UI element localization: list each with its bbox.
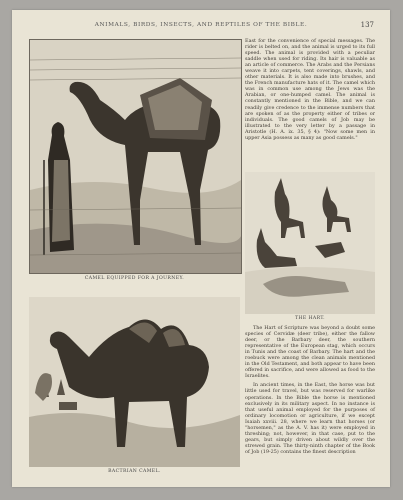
- bactrian-camel-caption: BACTRIAN CAMEL.: [108, 469, 161, 474]
- paragraph-camel: East for the convenience of special messages. The rider is belted on, and the animal is urged to its full speed. The animal is provided with a peculiar saddle when used for riding. Its hair is valuable as an article of commerce. The Arabs and the Persians weave it into carpets, tent coverings, shawls, and other materials. It is also made into brushes, and the French manufacture hats of it. The camel which was in common use among the Jews was the Arabian, or one-humped camel. The animal is constantly mentioned in the Bible, and we can readily give credence to the immense numbers that are spoken of as the property either of tribes or individuals. The good camels of Job may be illustrated to the very letter by a passage in Aristotle (H. A. ix. 35, § 4): "Now some men in upper Asia possess as many as good camels.": [245, 38, 375, 141]
- paragraph-horse: In ancient times, in the East, the horse was but little used for travel, but was reserved for warlike operations. In the Bible the horse is mentioned exclusively in its military aspect. In no instance is that useful animal employed for the purposes of ordinary locomotion or agriculture, if we except Isaiah xxviii. 28, where we learn that horses (or "horsemen," as the A. V. has it) were employed in threshing; not, however, in that case, put to the gears, but simply driven about wildly over the strewed grain. The thirty-ninth chapter of the Book of Job (19-25) contains the finest description: [245, 382, 375, 455]
- camel-journey-caption: CAMEL EQUIPPED FOR A JOURNEY.: [84, 276, 185, 281]
- bactrian-camel-engraving: [29, 297, 240, 467]
- hart-caption: THE HART.: [294, 316, 326, 321]
- text-column-top: [245, 38, 375, 166]
- bactrian-camel-illustration: [29, 297, 240, 467]
- hart-engraving: [245, 172, 375, 314]
- camel-journey-engraving: [30, 40, 241, 273]
- paragraph-hart: The Hart of Scripture was beyond a doubt some species of Cervidæ (deer tribe), either the fallow deer, or the Barbary deer, the southern representative of the European stag, which occurs in Tunis and the coast of Barbary. The hart and the roebuck were among the clean animals mentioned in the Old Testament, and both appear to have been offered in sacrifice, and were allowed as food to the Israelites.: [245, 325, 375, 380]
- hart-illustration: [245, 172, 375, 314]
- book-page: [12, 10, 390, 487]
- camel-journey-illustration: [29, 39, 242, 274]
- running-title: ANIMALS, BIRDS, INSECTS, AND REPTILES OF THE BIBLE.: [94, 22, 308, 28]
- text-column-bottom: [245, 325, 375, 485]
- page-number: 137: [360, 21, 374, 29]
